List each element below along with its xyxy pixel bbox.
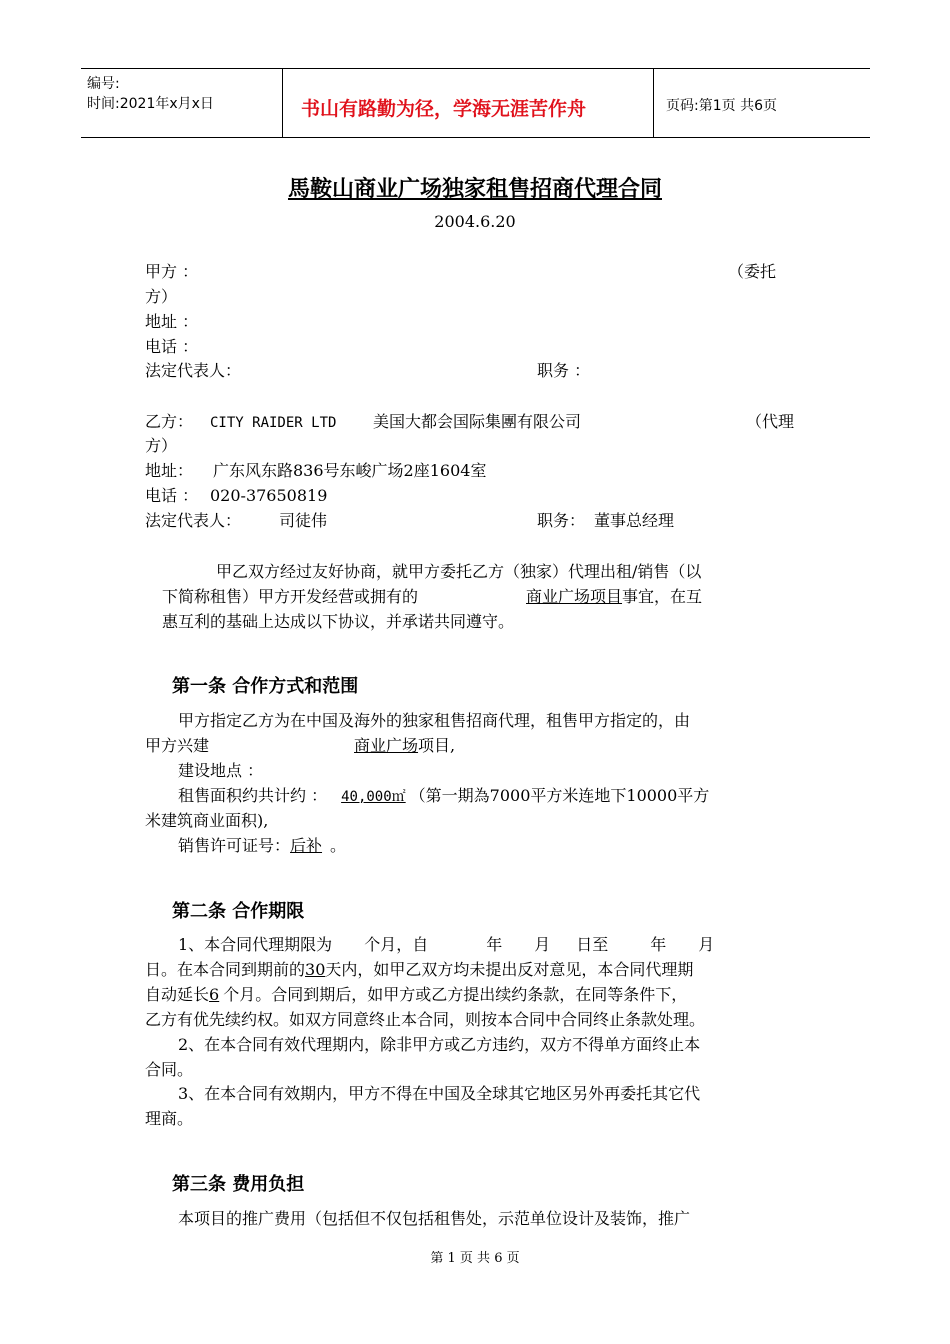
art2-line-1: 1、本合同代理期限为 个月，自 年 月 日至 年 月 [178,935,715,954]
art1-line-3: 建设地点 ： [178,761,264,780]
party-b-phone: 020-37650819 [210,486,328,505]
intro-line-1: 甲乙双方经过友好协商，就甲方委托乙方（独家）代理出租/销售（以 [216,562,702,581]
art1-line-5: 米建筑商业面积), [145,811,269,830]
party-b-address-label: 地址： [145,461,194,480]
party-b-rep: 司徒伟 [279,511,328,530]
page-footer: 第 1 页 共 6 页 [430,1251,520,1266]
party-b-name-en: CITY RAIDER LTD [210,415,337,431]
time-label: 时间:2021年x月x日 [87,96,214,112]
art2-line-5: 2、在本合同有效代理期内，除非甲方或乙方违约，双方不得单方面终止本 [178,1035,701,1054]
article-3-heading: 第三条 费用负担 [172,1174,305,1195]
doc-title: 馬鞍山商业广场独家租售招商代理合同 [287,177,662,202]
party-b-role-1: （代理 [746,412,795,431]
doc-date: 2004.6.20 [434,212,516,231]
party-a-role-1: （委托 [728,262,777,281]
header-meta-cell [81,69,283,137]
motto: 书山有路勤为径，学海无涯苦作舟 [301,98,587,120]
party-a-label: 甲方 ： [145,262,199,281]
party-a-role-2: 方） [145,287,178,306]
art2-line-4: 乙方有优先续约权。如双方同意终止本合同，则按本合同中合同终止条款处理。 [145,1010,706,1029]
intro-line-2: 下简称租售）甲方开发经营或拥有的 商业广场项目事宜，在互 [162,587,703,606]
art1-line-1: 甲方指定乙方为在中国及海外的独家租售招商代理，租售甲方指定的，由 [178,711,691,730]
art1-line-2: 甲方兴建 商业广场项目, [145,736,456,755]
party-b-rep-label: 法定代表人： [145,511,242,530]
art1-line-4: 租售面积约共计约 ： 40,000㎡ （第一期為7000平方米连地下10000平方 [178,786,710,805]
intro-line-3: 惠互利的基础上达成以下协议，并承诺共同遵守。 [162,612,515,631]
art2-line-3: 自动延长6 个月。合同到期后，如甲方或乙方提出续约条款，在同等条件下， [145,985,688,1004]
party-b-role-2: 方） [145,436,178,455]
party-b-title: 董事总经理 [594,511,675,530]
number-label: 编号: [87,76,120,92]
art3-line-1: 本项目的推广费用（包括但不仅包括租售处，示范单位设计及装饰，推广 [178,1209,691,1228]
party-a-rep-label: 法定代表人： [145,361,242,380]
art2-line-7: 3、在本合同有效期内，甲方不得在中国及全球其它地区另外再委托其它代 [178,1084,701,1103]
party-b-phone-label: 电话 ： [145,486,199,505]
party-a-title-label: 职务 ： [537,361,591,380]
header-motto-cell [283,69,654,137]
art2-line-8: 理商。 [145,1109,194,1128]
party-a-phone-label: 电话 ： [145,337,199,356]
art2-line-2: 日。在本合同到期前的30天内，如甲乙双方均未提出反对意见，本合同代理期 [145,960,694,979]
party-b-address: 广东风东路836号东峻广场2座1604室 [213,461,487,480]
article-2-heading: 第二条 合作期限 [172,901,305,922]
header-table [81,68,870,138]
party-b-title-label: 职务： [537,511,586,530]
art1-line-6: 销售许可证号：后补 。 [178,836,347,855]
party-a-address-label: 地址 ： [145,312,199,331]
party-b-name-cn: 美国大都会国际集團有限公司 [373,412,582,431]
page-info: 页码:第1页 共6页 [666,98,777,114]
party-b-label: 乙方： [145,412,194,431]
header-page-cell [654,69,870,137]
art2-line-6: 合同。 [145,1060,194,1079]
article-1-heading: 第一条 合作方式和范围 [172,676,359,697]
